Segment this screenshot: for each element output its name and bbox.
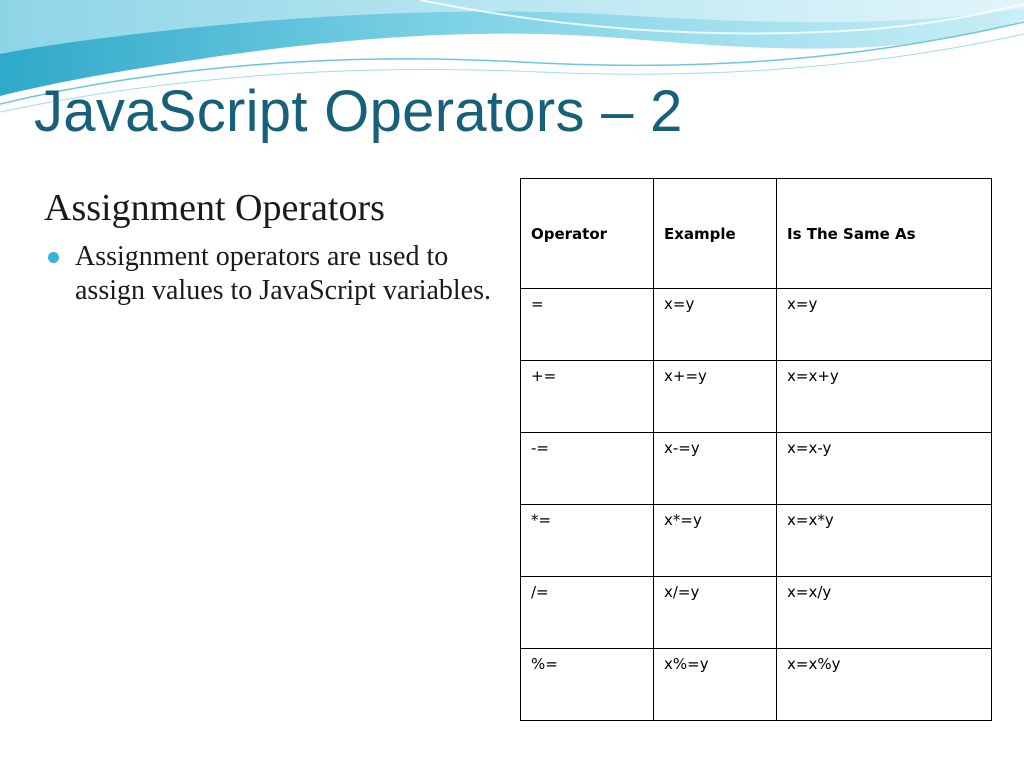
cell-same-as: x=y [777, 289, 992, 361]
cell-operator: -= [521, 433, 654, 505]
bullet-text: Assignment operators are used to assign values to JavaScript variables. [75, 241, 492, 306]
table-row [521, 433, 992, 505]
table-row [521, 361, 992, 433]
cell-example: x/=y [654, 577, 777, 649]
cell-same-as: x=x/y [777, 577, 992, 649]
cell-operator: *= [521, 505, 654, 577]
cell-same-as: x=x*y [777, 505, 992, 577]
cell-same-as: x=x%y [777, 649, 992, 721]
table-row [521, 577, 992, 649]
cell-operator: += [521, 361, 654, 433]
header-same-as: Is The Same As [777, 179, 992, 289]
cell-example: x+=y [654, 361, 777, 433]
cell-example: x-=y [654, 433, 777, 505]
table-row [521, 505, 992, 577]
cell-example: x=y [654, 289, 777, 361]
assignment-operators-table [520, 178, 992, 721]
table-row [521, 289, 992, 361]
table-header-row [521, 179, 992, 289]
bullet-item [44, 240, 494, 308]
cell-example: x*=y [654, 505, 777, 577]
table-row [521, 649, 992, 721]
cell-operator: %= [521, 649, 654, 721]
header-operator: Operator [521, 179, 654, 289]
cell-same-as: x=x-y [777, 433, 992, 505]
cell-operator: /= [521, 577, 654, 649]
cell-same-as: x=x+y [777, 361, 992, 433]
cell-example: x%=y [654, 649, 777, 721]
slide-title: JavaScript Operators – 2 [34, 79, 683, 144]
bullet-dot-icon [48, 252, 59, 263]
section-heading: Assignment Operators [44, 187, 385, 229]
cell-operator: = [521, 289, 654, 361]
header-example: Example [654, 179, 777, 289]
